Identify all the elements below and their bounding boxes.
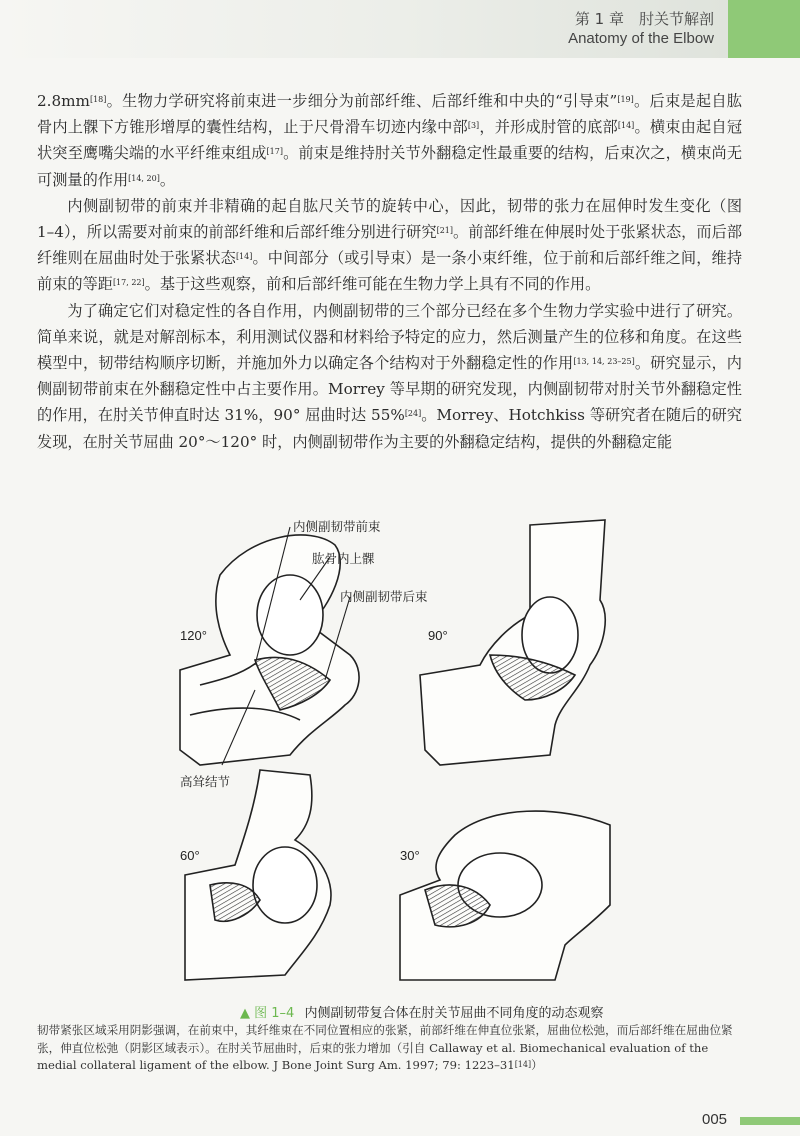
paragraph-text: 。生物力学研究将前束进一步细分为前部纤维、后部纤维和中央的“引导束”: [106, 92, 618, 110]
paragraph: [37, 193, 742, 298]
citation-ref: [3]: [467, 121, 480, 131]
paragraph-text: 内侧副韧带的前束并非精确的起自肱尺关节的旋转中心，因此，韧带的张力在屈伸时发生变化（图 1–4），所以需要对前束的前部纤维和后部纤维分别进行研究: [37, 196, 742, 242]
citation-ref: [18]: [89, 95, 107, 104]
citation-ref: [14]: [235, 252, 253, 262]
paragraph-text: 2.8mm: [37, 92, 90, 110]
citation-ref: [24]: [404, 409, 422, 419]
citation-ref: [14]: [617, 121, 635, 131]
figure-1-4: [160, 505, 630, 995]
label-posterior-bundle: 内侧副韧带后束: [340, 589, 428, 604]
angle-label-60: 60°: [180, 848, 200, 863]
citation-ref: [14]: [514, 1060, 532, 1069]
figure-number: 图 1–4: [254, 1006, 295, 1021]
paragraph-text: ，并形成肘管的底部: [479, 118, 618, 137]
body-text: [37, 88, 742, 455]
label-sublime-tubercle: 高耸结节: [180, 774, 231, 789]
paragraph-text: 。前束是维持肘关节外翻稳定性最重要的结构，后束次之，横束尚无可测量的作用: [37, 144, 743, 189]
paragraph-text: 为了确定它们对稳定性的各自作用，内侧副韧带的三个部分已经在多个生物力学实验中进行了研究。简单来说，就是对解剖标本，利用测试仪器和材料给予特定的应力，然后测量产生的位移和角度。在这些模型中，韧带结构顺序切断，并施加外力以确定各个结构对于外翻稳定性的作用: [37, 301, 742, 373]
citation-ref: [21]: [436, 226, 454, 236]
paragraph: [37, 298, 742, 455]
citation-ref: [17, 22]: [112, 278, 145, 288]
paragraph-text: 。后束是起自肱骨内上髁下方锥形增厚的囊性结构，止于尺骨滑车切迹内缘中部: [37, 92, 742, 137]
citation-ref: [14, 20]: [128, 173, 160, 183]
elbow-panel-120: [180, 535, 359, 765]
paragraph-text: 。中间部分（或引导束）是一条小束纤维，位于前和后部纤维之间，维持前束的等距: [37, 249, 743, 294]
label-medial-epicondyle: 肱骨内上髁: [312, 551, 375, 566]
paragraph-text: 。Morrey、Hotchkiss 等研究者在随后的研究发现，在肘关节屈曲 20°～120° 时，内侧副韧带作为主要的外翻稳定结构，提供的外翻稳定能: [37, 406, 742, 451]
header-accent-bar: [728, 0, 800, 58]
triangle-marker-icon: ▲: [240, 1006, 250, 1021]
angle-label-30: 30°: [400, 848, 420, 863]
paragraph: [37, 88, 742, 193]
paragraph-text: 。基于这些观察，前和后部纤维可能在生物力学上具有不同的作用。: [144, 275, 601, 294]
paragraph-text: 。: [159, 170, 175, 189]
chapter-title: 第 1 章 肘关节解剖: [574, 10, 714, 28]
elbow-illustrations: [160, 505, 630, 995]
citation-ref: [13, 14, 23–25]: [573, 357, 635, 367]
elbow-panel-90: [420, 520, 605, 765]
caption-text: 韧带紧张区域采用阴影强调，在前束中，其纤维束在不同位置相应的张紧，前部纤维在伸直位张紧，屈曲位松弛，而后部纤维在屈曲位紧张，伸直位松弛（阴影区域表示）。在肘关节屈曲时，后束的张力增加（引自 Callaway et al. Biomechanical evaluation of the medial collateral ligament of the elbow. J Bone Joint Surg Am. 1997; 79: 1223–31: [37, 1023, 733, 1072]
figure-caption-body: [37, 1022, 743, 1075]
label-anterior-bundle: 内侧副韧带前束: [293, 519, 381, 534]
page-number-accent-bar: [740, 1117, 800, 1125]
page-number: 005: [702, 1111, 728, 1128]
elbow-panel-60: [185, 770, 331, 980]
chapter-title-en: Anatomy of the Elbow: [568, 30, 714, 47]
figure-caption-title: [240, 1002, 603, 1021]
angle-label-120: 120°: [180, 628, 207, 643]
elbow-panel-30: [400, 811, 610, 980]
citation-ref: [19]: [617, 95, 634, 104]
caption-text: ）: [531, 1058, 543, 1072]
citation-ref: [17]: [266, 147, 283, 157]
paragraph-text: 。研究显示，内侧副韧带前束在外翻稳定性中占主要作用。Morrey 等早期的研究发现，内侧副韧带对肘关节外翻稳定性的作用，在肘关节伸直时达 31%，90° 屈曲时达 55%: [37, 354, 742, 425]
figure-title: 内侧副韧带复合体在肘关节屈曲不同角度的动态观察: [304, 1006, 604, 1021]
paragraph-text: 。前部纤维在伸展时处于张紧状态，而后部纤维则在屈曲时处于张紧状态: [37, 223, 743, 268]
paragraph-text: 。横束由起自冠状突至鹰嘴尖端的水平纤维束组成: [37, 118, 743, 163]
angle-label-90: 90°: [428, 628, 448, 643]
